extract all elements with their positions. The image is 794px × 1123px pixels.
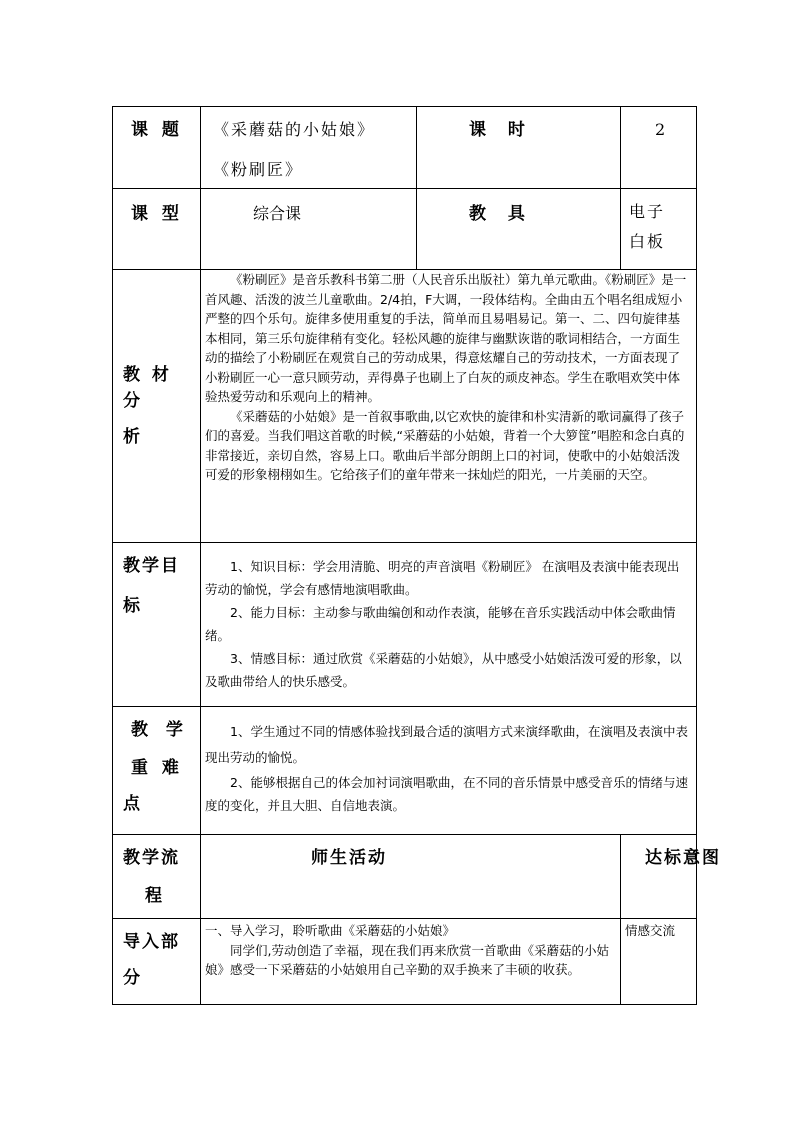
keypoints-label-line1: 教 学: [131, 720, 185, 740]
goals-row: [113, 543, 697, 707]
intro-step-text: 同学们,劳动创造了幸福，现在我们再来欣赏一首歌曲《采蘑菇的小姑娘》感受一下采蘑菇的小姑娘用自己辛勤的双手换来了丰硕的收获。: [205, 942, 609, 977]
analysis-row: [113, 270, 697, 543]
topic-label-cell: [113, 107, 201, 189]
goals-content-cell: [201, 543, 697, 707]
hours-label: 课 时: [469, 120, 533, 140]
process-label-cell: [113, 835, 201, 919]
intro-purpose: 情感交流: [625, 923, 676, 938]
process-header-row: [113, 835, 697, 919]
keypoints-content-cell: [201, 707, 697, 835]
tools-value-cell: [621, 189, 697, 270]
keypoints-label-line3: 点: [123, 794, 140, 814]
goal-item-3: 3、情感目标：通过欣赏《采蘑菇的小姑娘》，从中感受小姑娘活泼可爱的形象，以及歌曲带给人的快乐感受。: [205, 651, 682, 689]
activity-header-cell: [201, 835, 621, 919]
topic-label: 课 题: [131, 120, 183, 140]
intro-step-title: 一、导入学习，聆听歌曲《采蘑菇的小姑娘》: [205, 923, 456, 938]
tools-value-line1: 电子: [629, 202, 666, 221]
analysis-label-line2: 析: [123, 427, 140, 447]
activity-header: 师生活动: [311, 848, 387, 868]
goal-item-2: 2、能力目标：主动参与歌曲编创和动作表演，能够在音乐实践活动中体会歌曲情绪。: [205, 605, 676, 643]
tools-label: 教 具: [469, 204, 533, 224]
intro-label-line1: 导入部: [123, 932, 180, 952]
goal-item-1: 1、知识目标：学会用清脆、明亮的声音演唱《粉刷匠》 在演唱及表演中能表现出劳动的愉悦，学会有感情地演唱歌曲。: [205, 559, 680, 597]
analysis-paragraph-2: 《采蘑菇的小姑娘》是一首叙事歌曲,以它欢快的旋律和朴实清新的歌词赢得了孩子们的喜爱。当我们唱这首歌的时候,“采蘑菇的小姑娘，背着一个大箩筐”唱腔和念白真的非常接近，亲切自然，容易上口。歌曲后半部分朗朗上口的衬词，使歌中的小姑娘活泼可爱的形象栩栩如生。它给孩子们的童年带来一抹灿烂的阳光，一片美丽的天空。: [205, 408, 685, 482]
keypoint-item-1: 1、学生通过不同的情感体验找到最合适的演唱方式来演绎歌曲，在演唱及表演中表现出劳动的愉悦。: [205, 724, 688, 765]
goals-label-line1: 教学目: [123, 556, 180, 576]
process-label-line2: 程: [145, 886, 162, 906]
topic-title-line1: 《采蘑菇的小姑娘》: [213, 120, 376, 139]
hours-value-cell: [621, 107, 697, 189]
tools-value-line2: 白板: [629, 232, 666, 251]
process-label-line1: 教学流: [123, 848, 180, 868]
tools-label-cell: [417, 189, 621, 270]
type-label: 课 型: [131, 204, 183, 224]
intro-row: [113, 919, 697, 1005]
analysis-paragraph-1: 《粉刷匠》是音乐教科书第二册（人民音乐出版社）第九单元歌曲。《粉刷匠》是一首风趣、活泼的波兰儿童歌曲。2/4拍，F大调，一段体结构。全曲由五个唱名组成短小严整的四个乐句。旋律多使用重复的手法，简单而且易唱易记。第一、二、四句旋律基本相同，第三乐句旋律稍有变化。轻松风趣的旋律与幽默诙谐的歌词相结合，一方面生动的描绘了小粉刷匠在观赏自己的劳动成果，得意炫耀自己的劳动技术，一方面表现了小粉刷匠一心一意只顾劳动，弄得鼻子也刷上了白灰的顽皮神态。学生在歌唱欢笑中体验热爱劳动和乐观向上的精神。: [205, 272, 687, 404]
analysis-label-line1: 教 材 分: [123, 365, 172, 411]
topic-title-line2: 《粉刷匠》: [213, 160, 304, 179]
keypoint-item-2: 2、能够根据自己的体会加衬词演唱歌曲，在不同的音乐情景中感受音乐的情绪与速度的变化，并且大胆、自信地表演。: [205, 775, 688, 813]
type-label-cell: [113, 189, 201, 270]
intro-activity-cell: [201, 919, 621, 1005]
lesson-plan-table: [112, 106, 722, 1005]
keypoints-label-cell: [113, 707, 201, 835]
topic-value-cell: [201, 107, 417, 189]
topic-row: [113, 107, 697, 189]
type-row: [113, 189, 697, 270]
intro-purpose-cell: [621, 919, 697, 1005]
type-value-cell: [201, 189, 417, 270]
hours-value: 2: [655, 120, 666, 139]
goals-label-cell: [113, 543, 201, 707]
keypoints-label-line2: 重 难: [131, 758, 183, 778]
analysis-content-cell: [201, 270, 697, 543]
purpose-header-cell: [621, 835, 722, 919]
goals-label-line2: 标: [123, 596, 140, 616]
intro-label-line2: 分: [123, 968, 140, 988]
intro-label-cell: [113, 919, 201, 1005]
purpose-header: 达标意图: [645, 848, 722, 868]
type-value: 综合课: [253, 204, 302, 223]
hours-label-cell: [417, 107, 621, 189]
analysis-label-cell: [113, 270, 201, 543]
keypoints-row: [113, 707, 697, 835]
